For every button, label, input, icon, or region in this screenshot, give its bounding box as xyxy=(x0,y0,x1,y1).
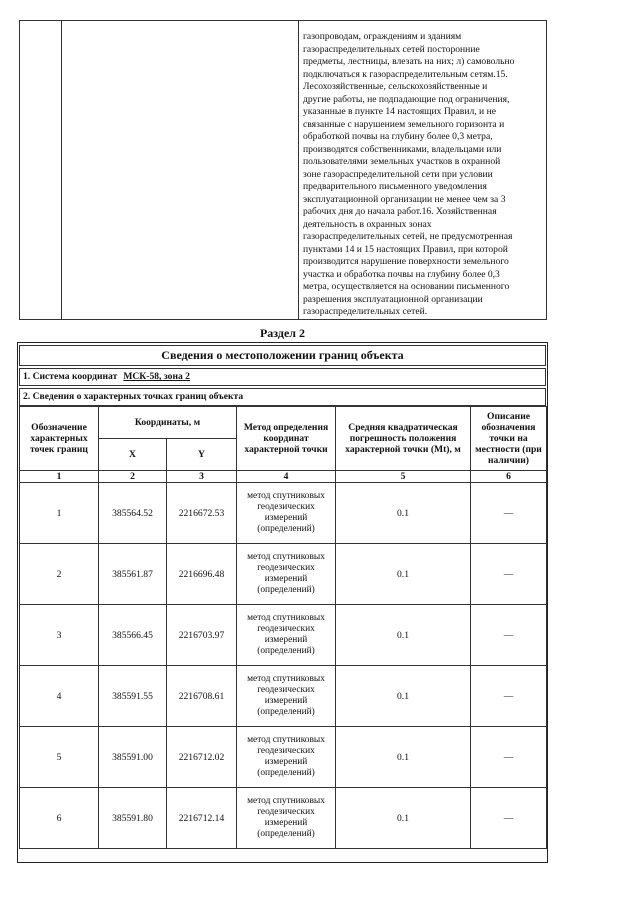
description-cell: — xyxy=(471,483,547,544)
accuracy-cell: 0.1 xyxy=(336,483,471,544)
method-cell: метод спутниковых геодезических измерений (определений) xyxy=(237,483,336,544)
empty-number-cell xyxy=(20,21,62,320)
table-row xyxy=(20,788,547,849)
description-cell: — xyxy=(471,788,547,849)
x-coordinate: 385561.87 xyxy=(99,544,167,605)
restrictions-text: газопроводам, ограждениям и зданиям газораспределительных сетей посторонние предметы, лестницы, влезать на них; л) самовольно подключаться к газораспределительным сетям.15. Лесохозяйственные, сельскохозяйственные и другие работы, не подпадающие под ограничения, указанные в пункте 14 настоящих Правил, и не связанные с нарушением земельного горизонта и обработкой почвы на глубину более 0,3 метра, производятся собственниками, владельцами или пользователями земельных участков в охранной зоне газораспределительной сети при условии предварительного письменного уведомления эксплуатационной организации не менее чем за 3 рабочих дня до начала работ.16. Хозяйственная деятельность в охранных зонах газораспределительных сетей, не предусмотренная пунктами 14 и 15 настоящих Правил, при которой производится нарушение поверхности земельного участка и обработка почвы на глубину более 0,3 метра, осуществляется на основании письменного разрешения эксплуатационной организации газораспределительных сетей. xyxy=(303,31,515,317)
accuracy-cell: 0.1 xyxy=(336,727,471,788)
x-coordinate: 385591.80 xyxy=(99,788,167,849)
point-id: 6 xyxy=(20,788,99,849)
y-coordinate: 2216712.02 xyxy=(167,727,237,788)
y-coordinate: 2216696.48 xyxy=(167,544,237,605)
point-id: 3 xyxy=(20,605,99,666)
empty-name-cell xyxy=(62,21,299,320)
description-cell: — xyxy=(471,727,547,788)
boundaries-title: Сведения о местоположении границ объекта xyxy=(19,345,546,366)
x-coordinate: 385566.45 xyxy=(99,605,167,666)
table-row xyxy=(20,666,547,727)
method-cell: метод спутниковых геодезических измерений (определений) xyxy=(237,605,336,666)
column-number: 4 xyxy=(237,471,336,483)
x-coordinate: 385591.55 xyxy=(99,666,167,727)
column-number: 6 xyxy=(471,471,547,483)
header-y: Y xyxy=(167,439,237,471)
accuracy-cell: 0.1 xyxy=(336,544,471,605)
restrictions-continuation-table xyxy=(19,20,547,320)
point-id: 4 xyxy=(20,666,99,727)
header-accuracy: Средняя квадратическая погрешность положения характерной точки (Mt), м xyxy=(336,407,471,471)
accuracy-cell: 0.1 xyxy=(336,666,471,727)
method-cell: метод спутниковых геодезических измерений (определений) xyxy=(237,544,336,605)
header-coordinates: Координаты, м xyxy=(99,407,237,439)
column-number: 3 xyxy=(167,471,237,483)
y-coordinate: 2216708.61 xyxy=(167,666,237,727)
header-point: Обозначение характерных точек границ xyxy=(20,407,99,471)
column-number: 2 xyxy=(99,471,167,483)
coordinate-system-label: 1. Система координат xyxy=(23,371,118,382)
points-section-title: 2. Сведения о характерных точках границ объекта xyxy=(19,388,546,406)
header-method: Метод определения координат характерной точки xyxy=(237,407,336,471)
description-cell: — xyxy=(471,605,547,666)
point-id: 5 xyxy=(20,727,99,788)
accuracy-cell: 0.1 xyxy=(336,605,471,666)
coordinate-system-row xyxy=(19,368,546,386)
description-cell: — xyxy=(471,666,547,727)
table-row xyxy=(20,483,547,544)
point-id: 2 xyxy=(20,544,99,605)
method-cell: метод спутниковых геодезических измерений (определений) xyxy=(237,666,336,727)
point-id: 1 xyxy=(20,483,99,544)
coordinate-system-value: МСК-58, зона 2 xyxy=(123,371,190,382)
method-cell: метод спутниковых геодезических измерений (определений) xyxy=(237,727,336,788)
restrictions-text-cell xyxy=(299,21,547,320)
header-x: X xyxy=(99,439,167,471)
y-coordinate: 2216703.97 xyxy=(167,605,237,666)
column-number: 1 xyxy=(20,471,99,483)
y-coordinate: 2216672.53 xyxy=(167,483,237,544)
section-title: Раздел 2 xyxy=(259,326,306,340)
characteristic-points-table xyxy=(19,406,547,849)
column-number: 5 xyxy=(336,471,471,483)
y-coordinate: 2216712.14 xyxy=(167,788,237,849)
x-coordinate: 385591.00 xyxy=(99,727,167,788)
description-cell: — xyxy=(471,544,547,605)
x-coordinate: 385564.52 xyxy=(99,483,167,544)
table-row xyxy=(20,605,547,666)
table-row xyxy=(20,727,547,788)
header-description: Описание обозначения точки на местности (при наличии) xyxy=(471,407,547,471)
accuracy-cell: 0.1 xyxy=(336,788,471,849)
table-row xyxy=(20,544,547,605)
method-cell: метод спутниковых геодезических измерений (определений) xyxy=(237,788,336,849)
